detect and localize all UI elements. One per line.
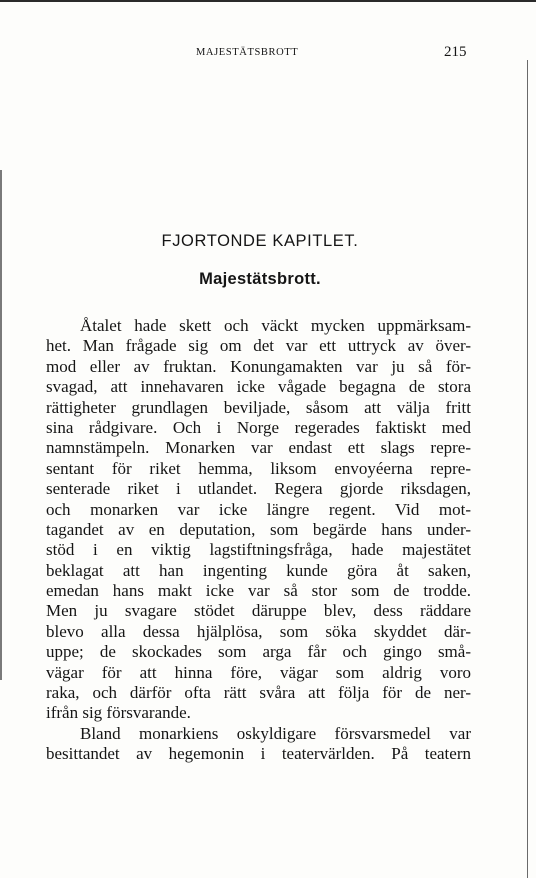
page-right-edge — [527, 60, 528, 878]
chapter-title: Majestätsbrott. — [199, 270, 321, 288]
page-number: 215 — [444, 44, 467, 60]
text-line: svagad, att innehavaren icke vågade begagna de stora — [46, 377, 471, 397]
text-line: sentant för riket hemma, liksom envoyéerna repre- — [46, 458, 471, 478]
running-header: MAJESTÄTSBROTT — [196, 47, 299, 58]
text-line: het. Man frågade sig om det var ett uttryck av över- — [46, 336, 471, 356]
text-line: beklagat att han ingenting kunde göra åt saken, — [46, 560, 471, 580]
text-line: Men ju svagare stödet däruppe blev, dess räddare — [46, 601, 471, 621]
body-text — [46, 316, 471, 765]
text-line: vägar för att hinna före, vägar som aldrig voro — [46, 662, 471, 682]
text-line: raka, och därför ofta rätt svåra att följa för de ner- — [46, 683, 471, 703]
text-line: stöd i en viktig lagstiftningsfråga, hade majestätet — [46, 540, 471, 560]
text-line: emedan hans makt icke var så stor som de trodde. — [46, 581, 471, 601]
text-line: sina rådgivare. Och i Norge regerades faktiskt med — [46, 417, 471, 437]
text-line: senterade riket i utlandet. Regera gjorde riksdagen, — [46, 479, 471, 499]
text-line: tagandet av en deputation, som begärde hans under- — [46, 519, 471, 539]
text-line: uppe; de skockades som arga får och gingo små- — [46, 642, 471, 662]
text-line: ifrån sig försvarande. — [46, 703, 191, 723]
text-line: mod eller av fruktan. Konungamakten var ju så för- — [46, 356, 471, 376]
text-line: Bland monarkiens oskyldigare försvarsmedel var — [80, 723, 471, 743]
text-line: och monarken var icke längre regent. Vid mot- — [46, 499, 471, 519]
text-line: rättigheter grundlagen beviljade, såsom att välja fritt — [46, 397, 471, 417]
text-line: blevo alla dessa hjälplösa, som söka skyddet där- — [46, 621, 471, 641]
text-line: besittandet av hegemonin i teatervärlden. På teatern — [46, 744, 471, 764]
text-line: Åtalet hade skett och väckt mycken uppmärksam- — [80, 316, 471, 335]
text-line: namnstämpeln. Monarken var endast ett slags repre- — [46, 438, 471, 458]
page-top-edge — [0, 0, 536, 2]
chapter-heading: FJORTONDE KAPITLET. — [161, 232, 359, 250]
